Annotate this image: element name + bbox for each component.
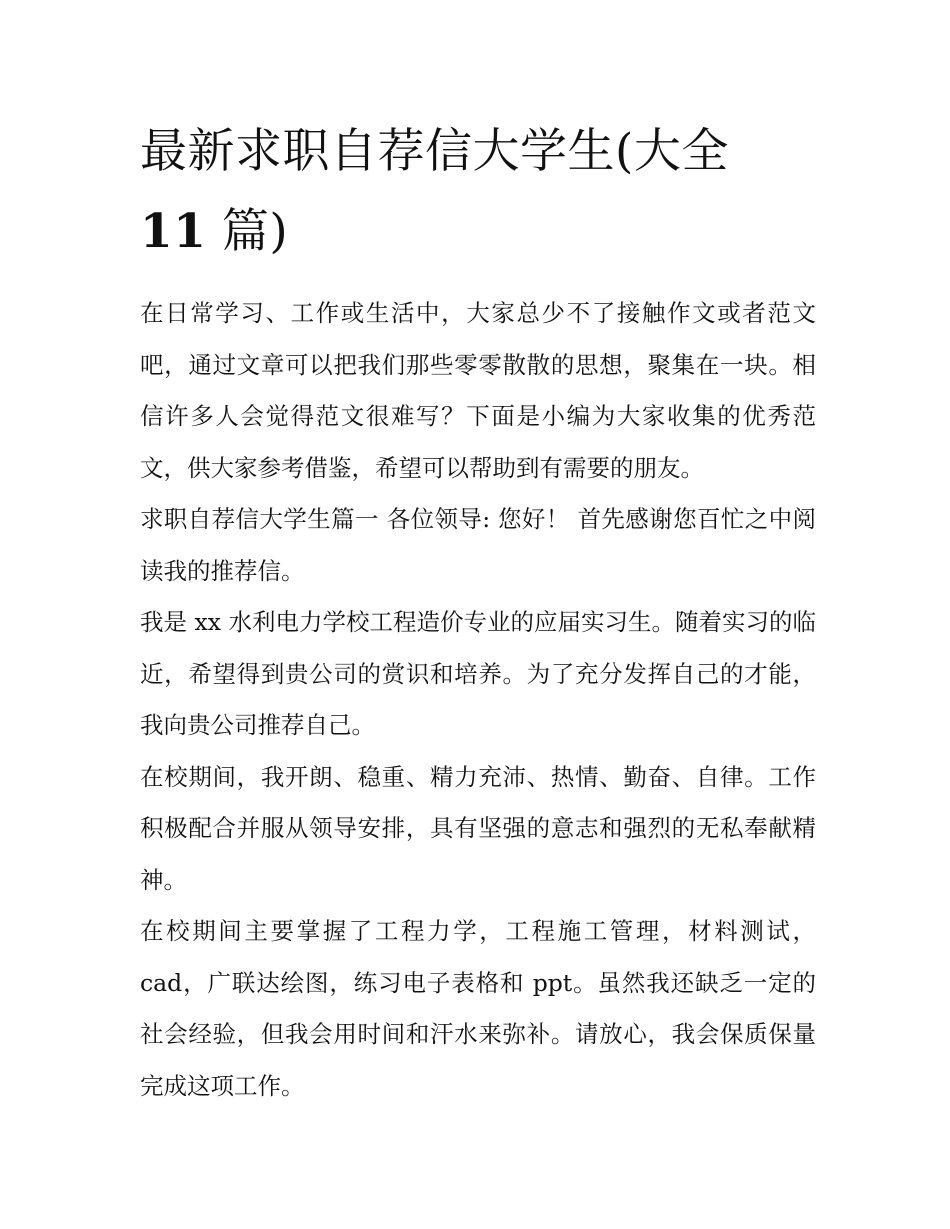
intro-paragraph: 在日常学习、工作或生活中，大家总少不了接触作文或者范文吧，通过文章可以把我们那些零零散散的思想，聚集在一块。相信许多人会觉得范文很难写？下面是小编为大家收集的优秀范文，供大家参考借鉴，希望可以帮助到有需要的朋友。 bbox=[140, 299, 816, 482]
title-line-2: 篇) bbox=[206, 204, 289, 259]
document-title bbox=[140, 112, 816, 272]
title-line-1: 最新求职自荐信大学生(大全 bbox=[140, 124, 729, 179]
self-introduction-paragraph: 我是 xx 水利电力学校工程造价专业的应届实习生。随着实习的临近，希望得到贵公司的赏识和培养。为了充分发挥自己的才能，我向贵公司推荐自己。 bbox=[140, 608, 816, 739]
personality-paragraph: 在校期间，我开朗、稳重、精力充沛、热情、勤奋、自律。工作积极配合并服从领导安排，具有坚强的意志和强烈的无私奉献精神。 bbox=[140, 762, 816, 894]
greeting-paragraph: 求职自荐信大学生篇一 各位领导: 您好！ 首先感谢您百忙之中阅读我的推荐信。 bbox=[140, 505, 816, 585]
document-body bbox=[140, 112, 816, 1112]
skills-paragraph: 在校期间主要掌握了工程力学，工程施工管理，材料测试，cad，广联达绘图，练习电子表格和 ppt。虽然我还缺乏一定的社会经验，但我会用时间和汗水来弥补。请放心，我会保质保量完成这项工作。 bbox=[140, 917, 816, 1100]
title-count: 11 bbox=[140, 204, 207, 259]
